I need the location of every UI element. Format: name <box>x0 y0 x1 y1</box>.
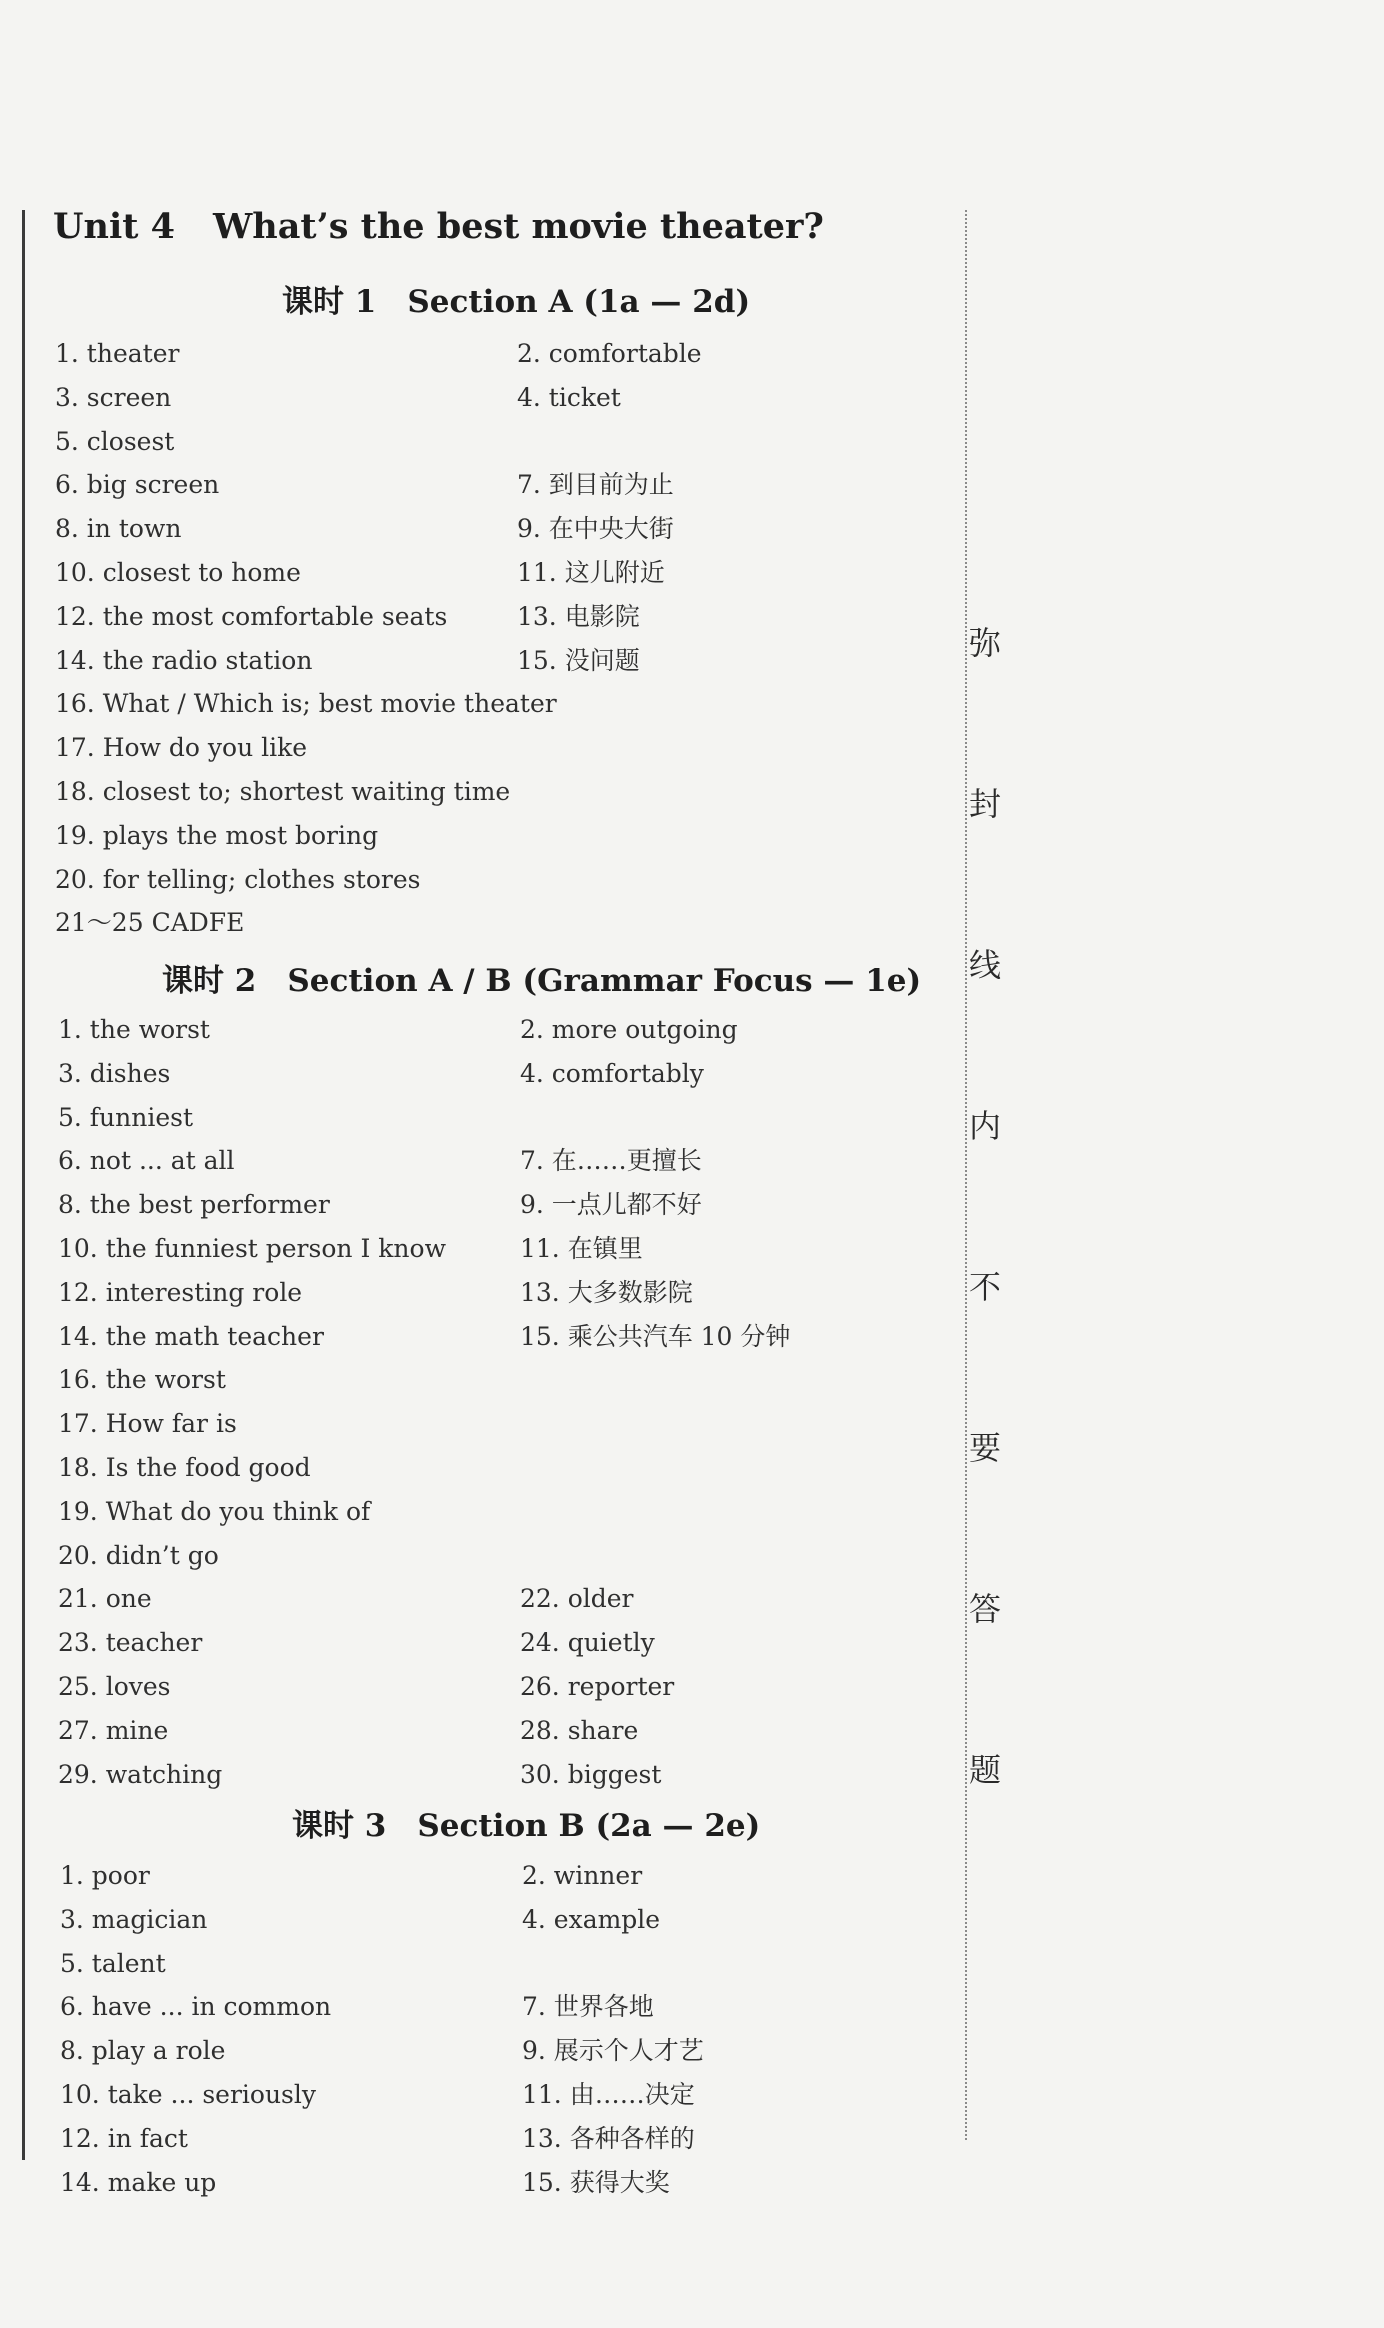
answer-item: 15. 乘公共汽车 10 分钟 <box>520 1322 791 1351</box>
answer-item: 12. in fact <box>60 2124 188 2153</box>
answer-item: 15. 没问题 <box>517 646 640 675</box>
answer-item: 27. mine <box>58 1716 169 1745</box>
seal-notice-char: 要 <box>969 1429 1002 1467</box>
answer-item: 3. screen <box>55 383 172 412</box>
answer-item: 14. make up <box>60 2168 217 2197</box>
answer-item: 4. ticket <box>517 383 621 412</box>
section-heading-2: 课时 2 Section A / B (Grammar Focus — 1e) <box>162 963 922 999</box>
answer-item: 30. biggest <box>520 1760 662 1789</box>
answer-item: 8. play a role <box>60 2036 226 2065</box>
answer-item: 7. 世界各地 <box>522 1992 654 2021</box>
answer-item: 10. closest to home <box>55 558 301 587</box>
answer-item: 3. dishes <box>58 1059 171 1088</box>
answer-item: 26. reporter <box>520 1672 675 1701</box>
answer-item: 21. one <box>58 1584 152 1613</box>
answer-item: 6. not ... at all <box>58 1146 235 1175</box>
answer-item: 28. share <box>520 1716 639 1745</box>
answer-item: 6. have ... in common <box>60 1992 332 2021</box>
answer-item: 12. the most comfortable seats <box>55 602 448 631</box>
answer-item: 11. 在镇里 <box>520 1234 643 1263</box>
answer-item: 5. closest <box>55 427 175 456</box>
answer-item: 16. What / Which is; best movie theater <box>55 689 557 718</box>
answer-item: 11. 由……决定 <box>522 2080 695 2109</box>
answer-item: 9. 展示个人才艺 <box>522 2036 704 2065</box>
answer-item: 9. 一点儿都不好 <box>520 1190 702 1219</box>
answer-item: 13. 大多数影院 <box>520 1278 693 1307</box>
unit-title <box>53 206 824 247</box>
answer-item: 17. How far is <box>58 1409 237 1438</box>
answer-item: 20. for telling; clothes stores <box>55 865 421 894</box>
answer-item: 1. poor <box>60 1861 150 1890</box>
answer-item: 10. the funniest person I know <box>58 1234 446 1263</box>
seal-notice-char: 题 <box>969 1751 1002 1789</box>
answer-item: 13. 电影院 <box>517 602 640 631</box>
answer-item: 14. the math teacher <box>58 1322 324 1351</box>
answer-item: 8. the best performer <box>58 1190 330 1219</box>
section-heading-3: 课时 3 Section B (2a — 2e) <box>292 1808 761 1844</box>
answer-item: 21～25 CADFE <box>55 908 245 937</box>
answer-item: 1. the worst <box>58 1015 210 1044</box>
answer-item: 11. 这儿附近 <box>517 558 665 587</box>
answer-item: 9. 在中央大街 <box>517 514 674 543</box>
seal-notice-char: 答 <box>969 1590 1002 1628</box>
seal-notice-char: 内 <box>969 1107 1002 1145</box>
answer-item: 1. theater <box>55 339 180 368</box>
answer-item: 4. comfortably <box>520 1059 704 1088</box>
section-heading-1: 课时 1 Section A (1a — 2d) <box>282 284 751 320</box>
answer-item: 7. 在……更擅长 <box>520 1146 702 1175</box>
seal-notice-char: 弥 <box>969 624 1002 662</box>
answer-item: 4. example <box>522 1905 661 1934</box>
seal-notice-char: 封 <box>969 785 1002 823</box>
answer-item: 17. How do you like <box>55 733 308 762</box>
answer-item: 24. quietly <box>520 1628 655 1657</box>
answer-item: 20. didn’t go <box>58 1541 219 1570</box>
answer-item: 2. winner <box>522 1861 643 1890</box>
answer-item: 10. take ... seriously <box>60 2080 317 2109</box>
answer-item: 14. the radio station <box>55 646 313 675</box>
answer-item: 7. 到目前为止 <box>517 470 674 499</box>
answer-item: 5. talent <box>60 1949 166 1978</box>
answer-item: 18. Is the food good <box>58 1453 311 1482</box>
answer-item: 23. teacher <box>58 1628 203 1657</box>
answer-item: 16. the worst <box>58 1365 226 1394</box>
answer-item: 2. more outgoing <box>520 1015 738 1044</box>
unit-question: What’s the best movie theater? <box>212 206 824 247</box>
seal-notice-char: 线 <box>969 946 1002 984</box>
seal-notice-char: 不 <box>969 1268 1002 1306</box>
answer-item: 12. interesting role <box>58 1278 303 1307</box>
answer-item: 3. magician <box>60 1905 208 1934</box>
answer-item: 2. comfortable <box>517 339 702 368</box>
answer-item: 19. What do you think of <box>58 1497 371 1526</box>
answer-item: 22. older <box>520 1584 634 1613</box>
answer-item: 8. in town <box>55 514 182 543</box>
answer-item: 18. closest to; shortest waiting time <box>55 777 511 806</box>
answer-item: 13. 各种各样的 <box>522 2124 695 2153</box>
unit-number: Unit 4 <box>53 206 175 247</box>
answer-item: 15. 获得大奖 <box>522 2168 670 2197</box>
answer-item: 25. loves <box>58 1672 171 1701</box>
left-margin-rule <box>22 210 25 2160</box>
seal-line-dotted-rule <box>965 210 967 2140</box>
answer-item: 29. watching <box>58 1760 223 1789</box>
answer-item: 5. funniest <box>58 1103 194 1132</box>
answer-item: 6. big screen <box>55 470 220 499</box>
answer-item: 19. plays the most boring <box>55 821 379 850</box>
